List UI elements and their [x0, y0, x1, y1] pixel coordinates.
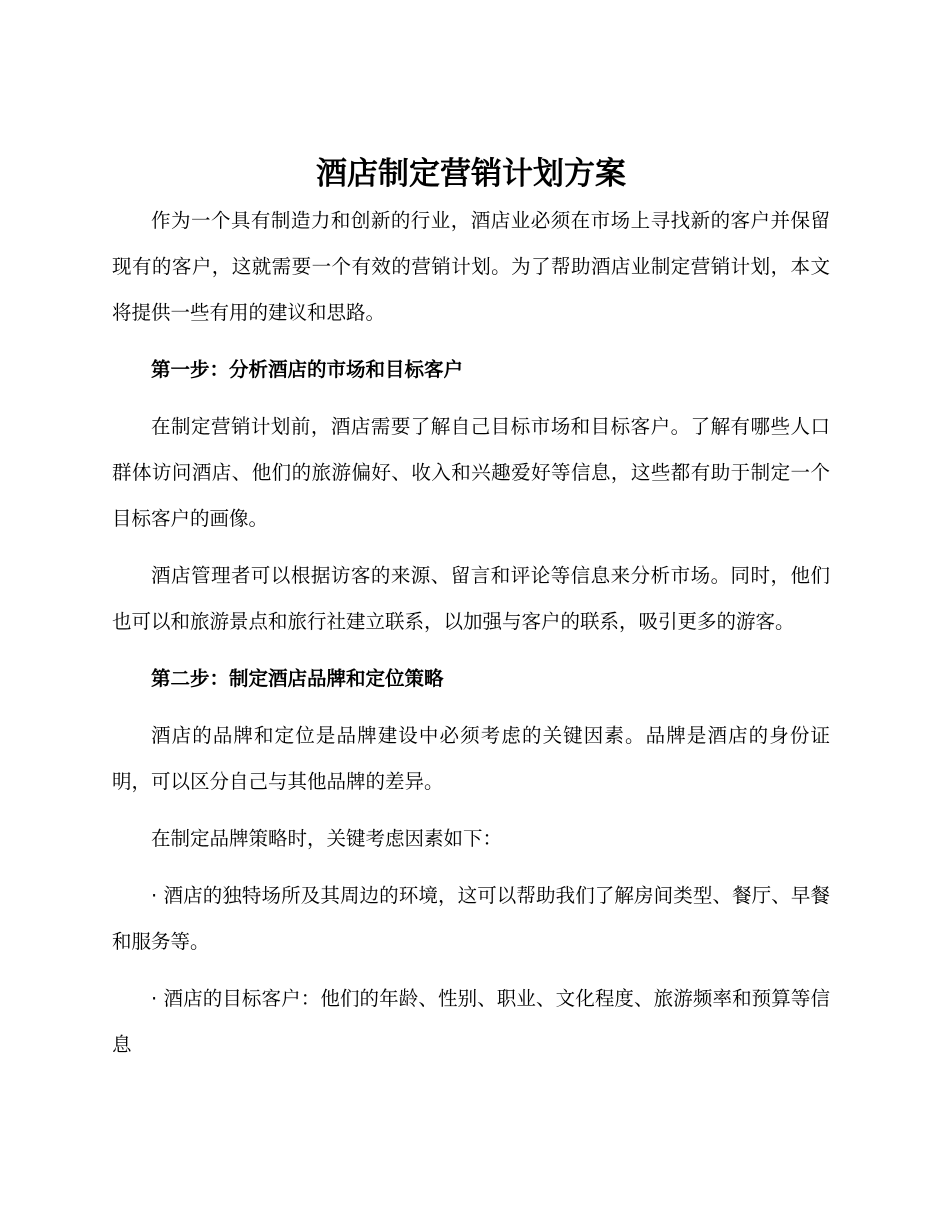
- step1-paragraph-1: 在制定营销计划前，酒店需要了解自己目标市场和目标客户。了解有哪些人口群体访问酒店、他们的旅游偏好、收入和兴趣爱好等信息，这些都有助于制定一个目标客户的画像。: [112, 415, 830, 530]
- step2-heading: 第二步：制定酒店品牌和定位策略: [151, 667, 444, 690]
- step2-paragraph-1: 酒店的品牌和定位是品牌建设中必须考虑的关键因素。品牌是酒店的身份证明，可以区分自己与其他品牌的差异。: [112, 724, 830, 793]
- intro-paragraph: 作为一个具有制造力和创新的行业，酒店业必须在市场上寻找新的客户并保留现有的客户，这就需要一个有效的营销计划。为了帮助酒店业制定营销计划，本文将提供一些有用的建议和思路。: [112, 209, 830, 324]
- document-title: 酒店制定营销计划方案: [316, 156, 626, 192]
- step1-heading: 第一步：分析酒店的市场和目标客户: [151, 358, 464, 381]
- step2-paragraph-2: 在制定品牌策略时，关键考虑因素如下：: [151, 827, 503, 850]
- bullet-item: · 酒店的独特场所及其周边的环境，这可以帮助我们了解房间类型、餐厅、早餐和服务等。: [112, 884, 830, 953]
- document-page: [112, 150, 830, 1079]
- bullet-item: · 酒店的目标客户：他们的年龄、性别、职业、文化程度、旅游频率和预算等信息: [112, 987, 830, 1056]
- step1-paragraph-2: 酒店管理者可以根据访客的来源、留言和评论等信息来分析市场。同时，他们也可以和旅游景点和旅行社建立联系，以加强与客户的联系，吸引更多的游客。: [112, 564, 830, 633]
